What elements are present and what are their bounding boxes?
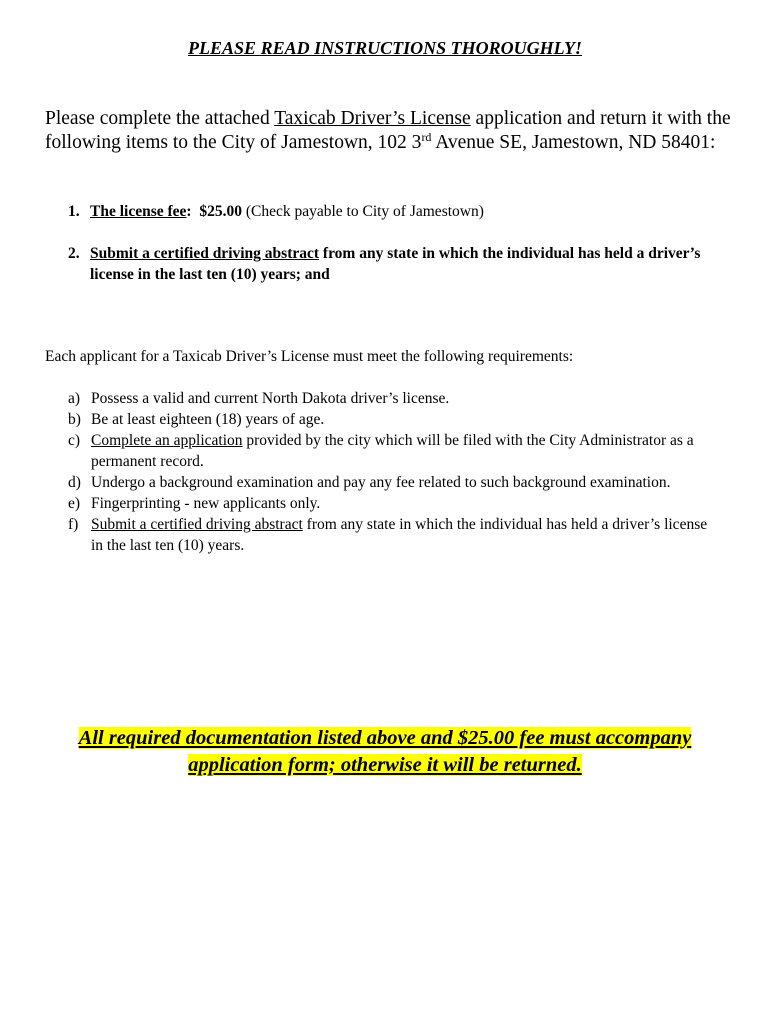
requirements-intro: Each applicant for a Taxicab Driver’s License must meet the following requirements:	[45, 348, 574, 365]
requirement-text: Fingerprinting - new applicants only.	[91, 495, 321, 512]
requirement-item	[68, 388, 708, 409]
highlighted-notice	[0, 725, 770, 779]
requirement-letter: c)	[68, 432, 81, 449]
license-fee-note: (Check payable to City of Jamestown)	[241, 203, 484, 220]
requirement-item	[68, 472, 708, 493]
license-fee-colon: :	[186, 203, 192, 220]
requirement-item	[68, 409, 708, 430]
license-fee-label: The license fee	[90, 203, 187, 220]
license-fee-amount: $25.00	[199, 203, 242, 220]
intro-paragraph	[45, 107, 735, 155]
requirement-text: Possess a valid and current North Dakota driver’s license.	[91, 390, 450, 407]
requirement-text: Undergo a background examination and pay any fee related to such background examination.	[91, 474, 671, 491]
notice-line-2: application form; otherwise it will be returned.	[188, 754, 582, 776]
requirement-letter: b)	[68, 411, 81, 428]
item-driving-abstract	[68, 243, 738, 285]
requirement-item	[68, 430, 708, 472]
requirement-letter: a)	[68, 390, 81, 407]
requirement-underlined: Submit a certified driving abstract	[91, 516, 303, 533]
requirement-letter: e)	[68, 495, 81, 512]
driving-abstract-label: Submit a certified driving abstract	[90, 245, 320, 262]
requirement-underlined: Complete an application	[91, 432, 243, 449]
item-number: 2.	[68, 245, 80, 262]
intro-text-2: application and return it with the following items to the City of Jamestown, 102 3	[45, 108, 731, 153]
requirement-item	[68, 493, 708, 514]
intro-text-1: Please complete the attached	[45, 108, 275, 129]
page-heading: PLEASE READ INSTRUCTIONS THOROUGHLY!	[188, 38, 582, 58]
license-name: Taxicab Driver’s License	[274, 108, 471, 129]
requirement-letter: d)	[68, 474, 81, 491]
requirement-text: provided by the city which will be filed with the City Administrator as a permanent record.	[91, 432, 694, 470]
requirement-text: Be at least eighteen (18) years of age.	[91, 411, 325, 428]
requirements-list	[68, 388, 708, 556]
intro-text-3: Avenue SE, Jamestown, ND 58401:	[431, 132, 716, 153]
driving-abstract-text: from any state in which the individual has held a driver’s license in the last ten (10) years; and	[90, 245, 701, 283]
item-license-fee	[68, 201, 738, 222]
requirement-item	[68, 514, 708, 556]
item-number: 1.	[68, 203, 80, 220]
notice-line-1: All required documentation listed above and $25.00 fee must accompany	[78, 727, 692, 749]
requirement-text: from any state in which the individual has held a driver’s license in the last ten (10) years.	[91, 516, 708, 554]
ordinal-superscript: rd	[421, 130, 432, 144]
requirement-letter: f)	[68, 516, 79, 533]
